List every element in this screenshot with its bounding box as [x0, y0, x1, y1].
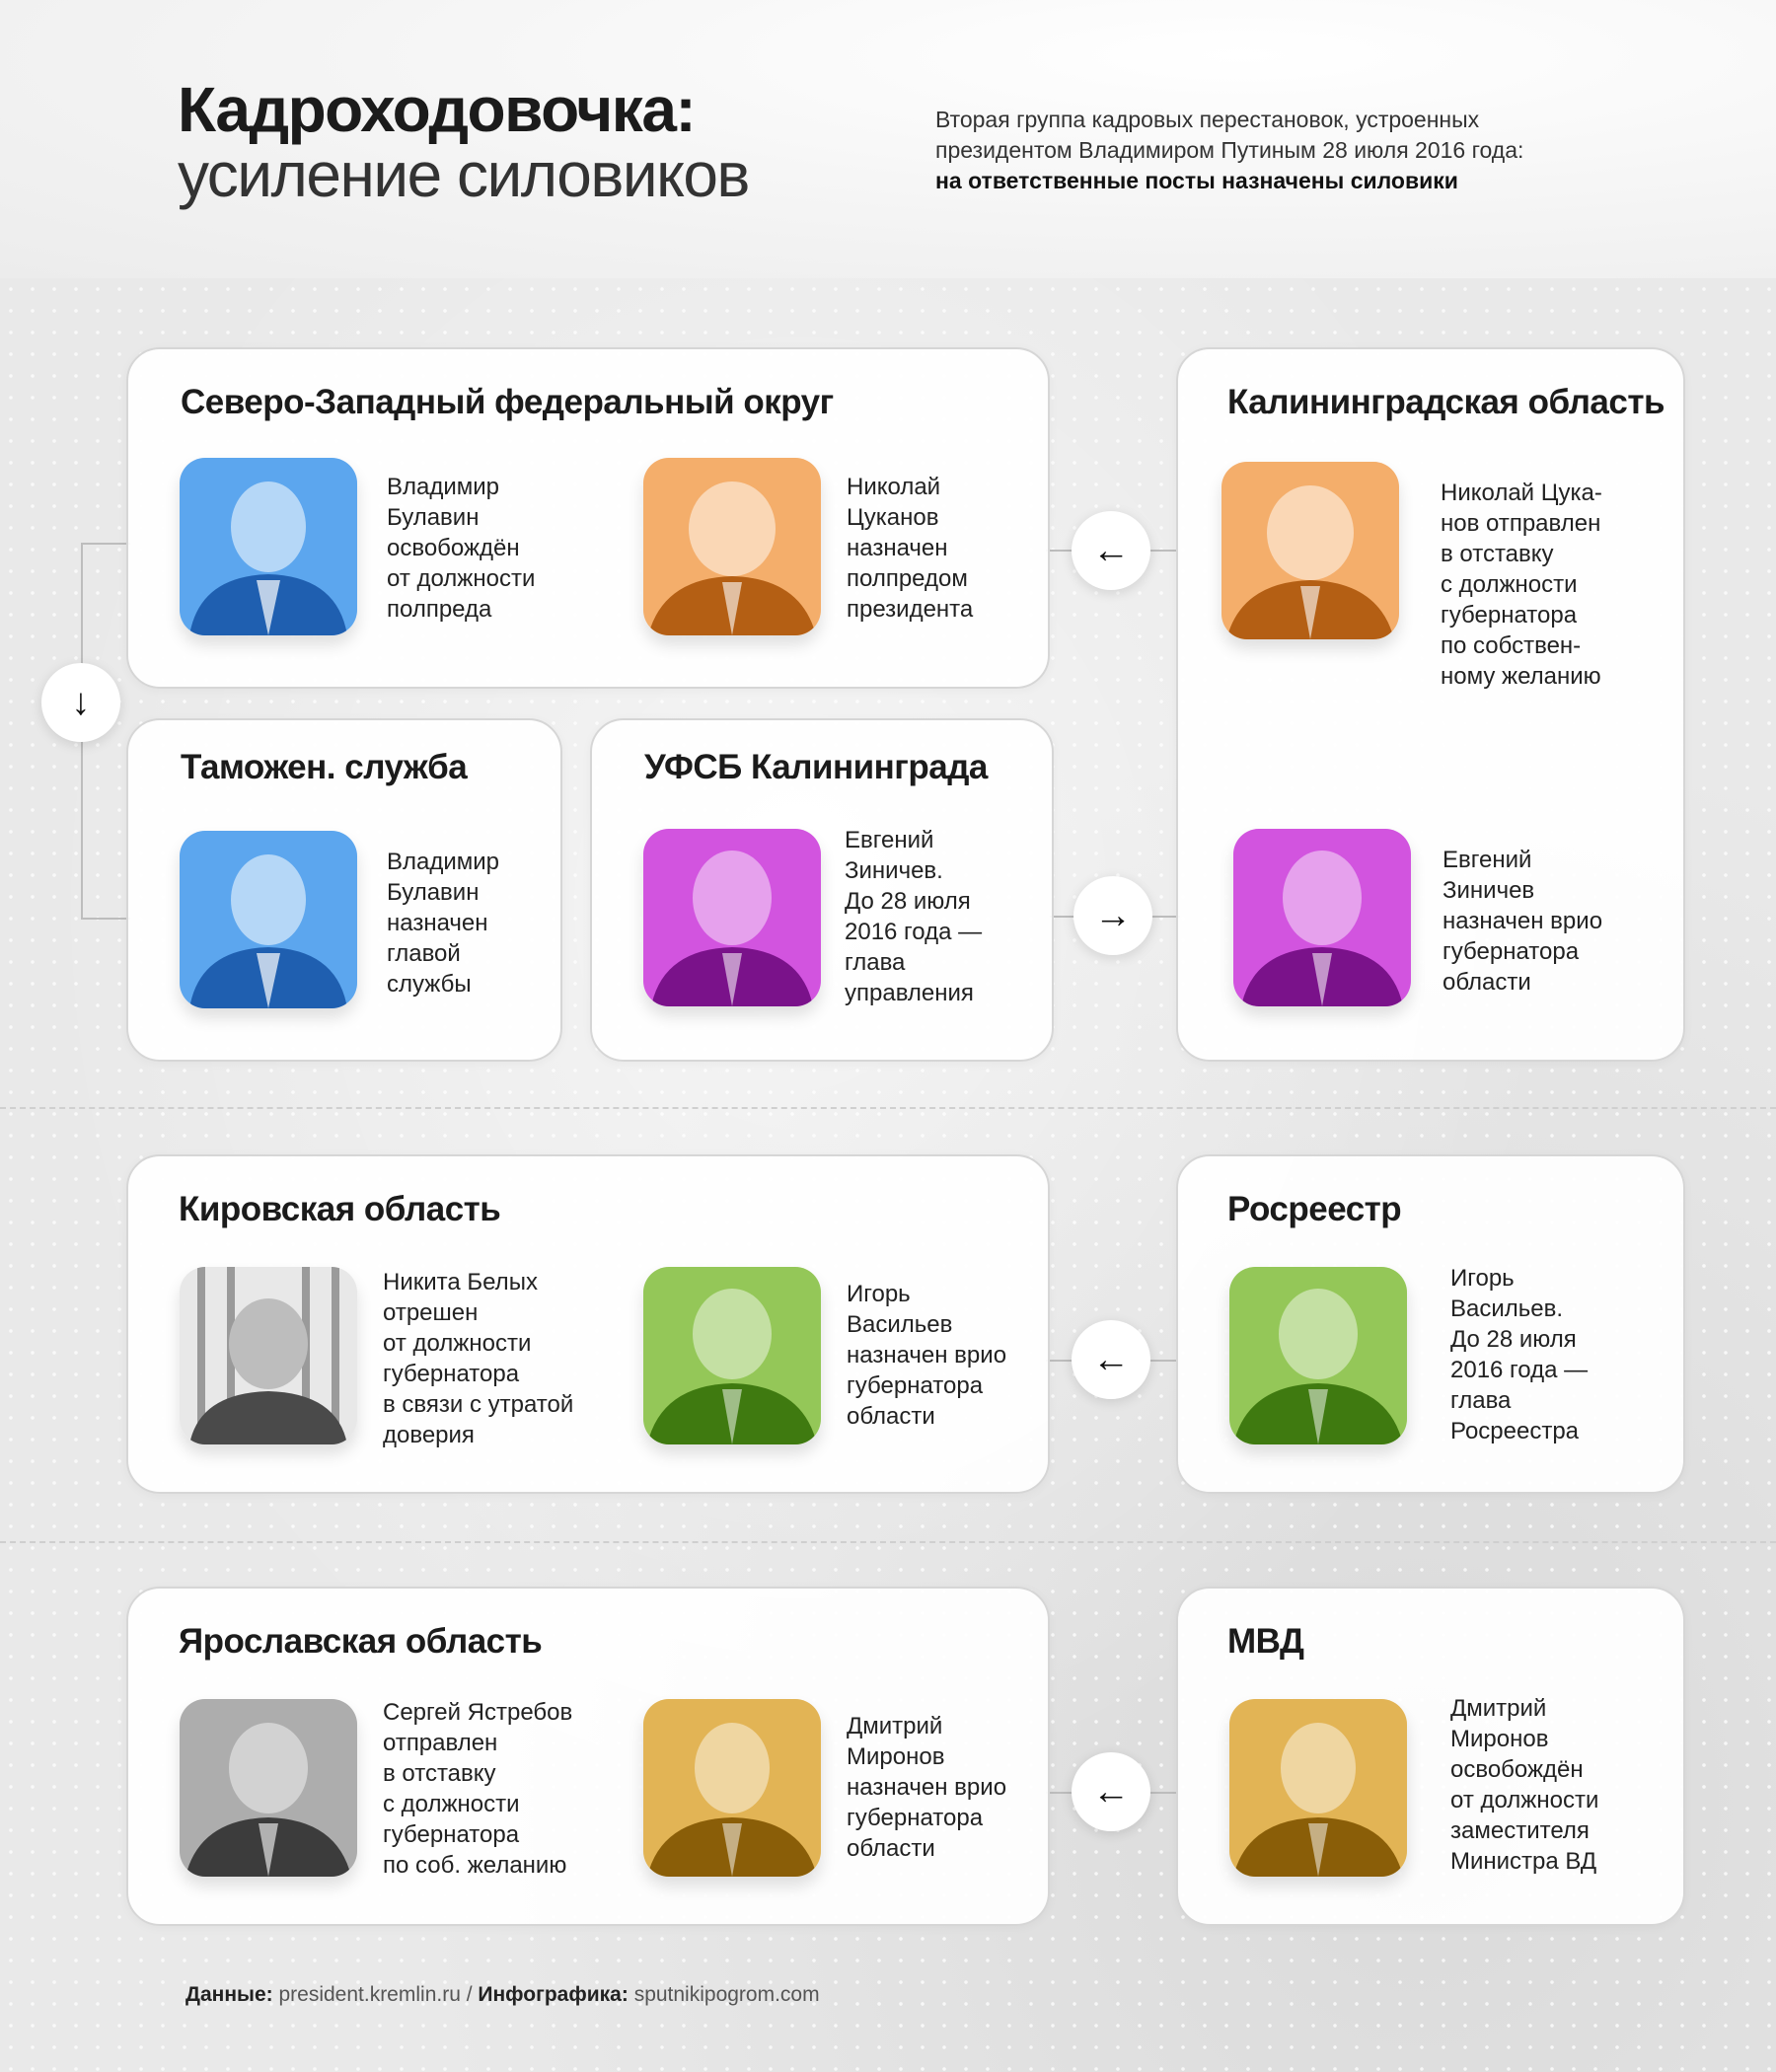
person-silhouette-icon — [643, 1699, 821, 1877]
person-description: Никита Белых отрешен от должности губернатора в связи с утратой доверия — [383, 1269, 574, 1448]
page-title — [178, 74, 749, 210]
panel-title: Росреестр — [1227, 1190, 1402, 1228]
panel-ufsb — [590, 718, 1054, 1062]
panel-title: Ярославская область — [179, 1622, 543, 1661]
section-separator — [0, 1541, 1776, 1543]
portrait-mironov — [643, 1699, 821, 1877]
intro-line-3: на ответственные посты назначены силовики — [935, 168, 1458, 193]
panel-yaroslavl — [126, 1587, 1050, 1926]
person-description: Николай Цуканов назначен полпредом президента — [847, 474, 974, 623]
person-silhouette-icon — [643, 1267, 821, 1444]
arrow-left-icon: ← — [1072, 511, 1150, 590]
panel-mvd — [1176, 1587, 1685, 1926]
arrow-left-icon: ← — [1072, 1752, 1150, 1831]
person-description: Евгений Зиничев. До 28 июля 2016 года — глава управления — [845, 827, 983, 1006]
portrait-vasilyev — [1229, 1267, 1407, 1444]
portrait-bulavin — [180, 831, 357, 1008]
person-description: Евгений Зиничев назначен врио губернатора области — [1443, 847, 1603, 996]
person-description: Дмитрий Миронов освобождён от должности заместителя Министра ВД — [1450, 1695, 1599, 1875]
panel-nwfo — [126, 347, 1050, 689]
person-silhouette-icon — [180, 1699, 357, 1877]
person-silhouette-icon — [1229, 1699, 1407, 1877]
intro-line-2: президентом Владимиром Путиным 28 июля 2016 года: — [935, 137, 1524, 163]
panel-customs — [126, 718, 562, 1062]
section-separator — [0, 1107, 1776, 1109]
portrait-belykh — [180, 1267, 357, 1444]
person-description: Николай Цука- нов отправлен в отставку с должности губернатора по собствен- ному желанию — [1441, 480, 1602, 690]
portrait-zinichev — [1233, 829, 1411, 1006]
intro-text — [935, 105, 1646, 196]
panel-title: Кировская область — [179, 1190, 501, 1228]
panel-title: МВД — [1227, 1622, 1304, 1661]
panel-title: Таможен. служба — [181, 748, 468, 786]
person-description: Игорь Васильев назначен врио губернатора области — [847, 1281, 1007, 1430]
person-silhouette-icon — [180, 831, 357, 1008]
portrait-bulavin — [180, 458, 357, 635]
person-silhouette-icon — [1221, 462, 1399, 639]
intro-line-1: Вторая группа кадровых перестановок, устроенных — [935, 107, 1480, 132]
data-source: president.kremlin.ru — [278, 1983, 461, 2006]
person-description: Владимир Булавин назначен главой службы — [387, 849, 500, 998]
infographic-source: sputnikipogrom.com — [633, 1983, 820, 2006]
panel-title: Северо-Западный федеральный округ — [181, 383, 834, 421]
credits — [185, 1983, 820, 2007]
infographic-label: Инфографика: — [478, 1983, 629, 2006]
arrow-down-icon: ↓ — [41, 663, 120, 742]
person-description: Дмитрий Миронов назначен врио губернатора области — [847, 1713, 1007, 1862]
portrait-tsukanov — [1221, 462, 1399, 639]
person-silhouette-icon — [1233, 829, 1411, 1006]
credits-separator: / — [466, 1983, 473, 2006]
person-silhouette-icon — [643, 829, 821, 1006]
portrait-zinichev — [643, 829, 821, 1006]
title-line-1: Кадроходовочка: — [178, 74, 696, 145]
data-label: Данные: — [185, 1983, 273, 2006]
arrow-right-icon: → — [1073, 876, 1152, 955]
portrait-yastrebov — [180, 1699, 357, 1877]
panel-kirov — [126, 1154, 1050, 1494]
portrait-vasilyev — [643, 1267, 821, 1444]
panel-title: Калининградская область — [1227, 383, 1665, 421]
panel-kaliningrad — [1176, 347, 1685, 1062]
person-silhouette-icon — [180, 1267, 357, 1444]
title-line-2: усиление силовиков — [178, 139, 749, 210]
panel-rosreestr — [1176, 1154, 1685, 1494]
person-description: Владимир Булавин освобождён от должности полпреда — [387, 474, 536, 623]
person-silhouette-icon — [643, 458, 821, 635]
panel-title: УФСБ Калининграда — [644, 748, 988, 786]
person-silhouette-icon — [1229, 1267, 1407, 1444]
person-description: Сергей Ястребов отправлен в отставку с должности губернатора по соб. желанию — [383, 1699, 573, 1879]
person-description: Игорь Васильев. До 28 июля 2016 года — глава Росреестра — [1450, 1265, 1589, 1444]
arrow-left-icon: ← — [1072, 1320, 1150, 1399]
person-silhouette-icon — [180, 458, 357, 635]
portrait-mironov — [1229, 1699, 1407, 1877]
portrait-tsukanov — [643, 458, 821, 635]
